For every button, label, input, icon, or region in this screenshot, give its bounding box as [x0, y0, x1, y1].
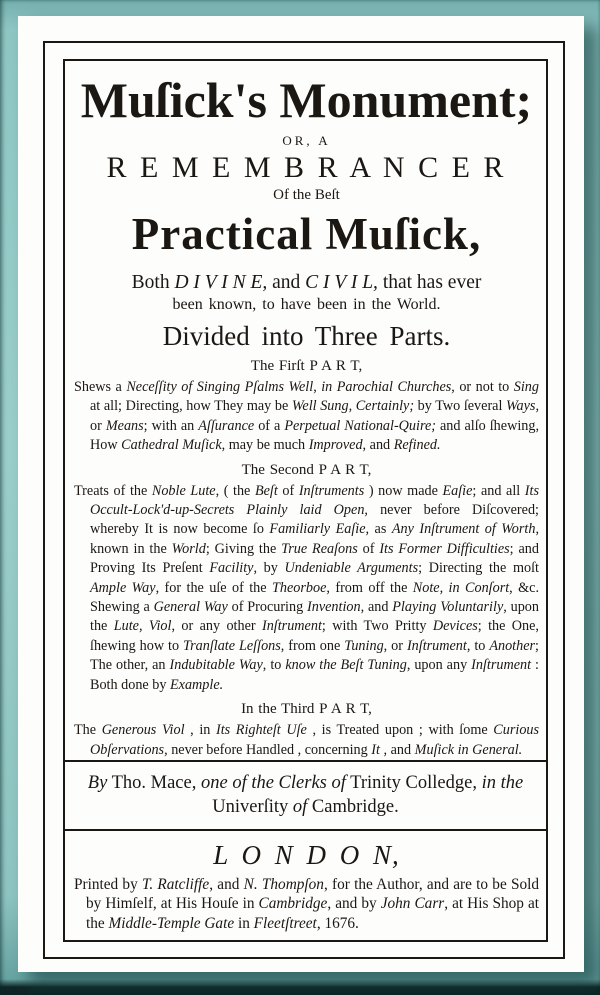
part-two-paragraph: Treats of the Noble Lute, ( the Beſt of Inſtruments ) now made Eaſie; and all Its Occult-Lock'd-up-Secrets Plainly laid Open, never before Diſcovered; whereby It is now become ſo Familiarly Eaſie, as Any Inſtrument of Worth, known in the World; Giving the True Reaſons of Its Former Difficulties; and Proving Its Preſent Facility, by Undeniable Arguments; Directing the moſt Ample Way, for the uſe of the Theorboe, from off the Note, in Conſort, &c. Shewing a General Way of Procuring Invention, and Playing Voluntarily, upon the Lute, Viol, or any other Inſtrument; with Two Pritty Devices; the One, ſhewing how to Tranſlate Leſſons, from one Tuning, or Inſtrument, to Another; The other, an Indubitable Way, to know the Beſt Tuning, upon any Inſtrument : Both done by Example. [74, 482, 539, 693]
divided-heading: Divided into Three Parts. [162, 321, 451, 351]
practical-musick-title: Practical Muſick, [131, 209, 482, 259]
imprint-paragraph: Printed by T. Ratcliffe, and N. Thompſon, for the Author, and are to be Sold by Himſelf, at His Houſe in Cambridge, and by John Carr, at His Shop at the Middle-Temple Gate in Fleetſtreet, 1676. [74, 875, 540, 933]
divine-civil-line2: been known, to have been in the World. [172, 296, 441, 313]
title-section [65, 61, 546, 760]
part-three-heading: In the Third P A R T, [241, 701, 372, 718]
or-a-line: OR, A [282, 133, 331, 148]
part-three-paragraph: The Generous Viol , in Its Righteſt Uſe , is Treated upon ; with ſome Curious Obſervations, never before Handled , concerning It , and Muſick in General. [74, 722, 540, 758]
of-the-best-line: Of the Beſt [273, 187, 340, 203]
divine-civil-line: Both D I V I N E, and C I V I L, that has ever [131, 272, 482, 293]
part-one-paragraph: Shews a Neceſſity of Singing Pſalms Well, in Parochial Churches, or not to Sing at all; Directing, how They may be Well Sung, Certainly; by Two ſeveral Ways, or Means; with an Aſſurance of a Perpetual National-Quire; and alſo ſhewing, How Cathedral Muſick, may be much Improved, and Refined. [74, 379, 539, 454]
part-one-heading: The Firſt P A R T, [250, 358, 363, 374]
imprint-section [65, 831, 546, 940]
part-two-heading: The Second P A R T, [241, 461, 372, 478]
london-heading: L O N D O N, [213, 839, 400, 870]
main-title: Muſick's Monument; [80, 72, 533, 128]
inner-border [63, 59, 548, 942]
remembrancer-title: R E M E M B R A N C E R [106, 151, 507, 184]
byline: By Tho. Mace, one of the Clerks of Trinity Colledge, in the Univerſity of Cambridge. [65, 760, 546, 831]
document-page [18, 16, 584, 972]
